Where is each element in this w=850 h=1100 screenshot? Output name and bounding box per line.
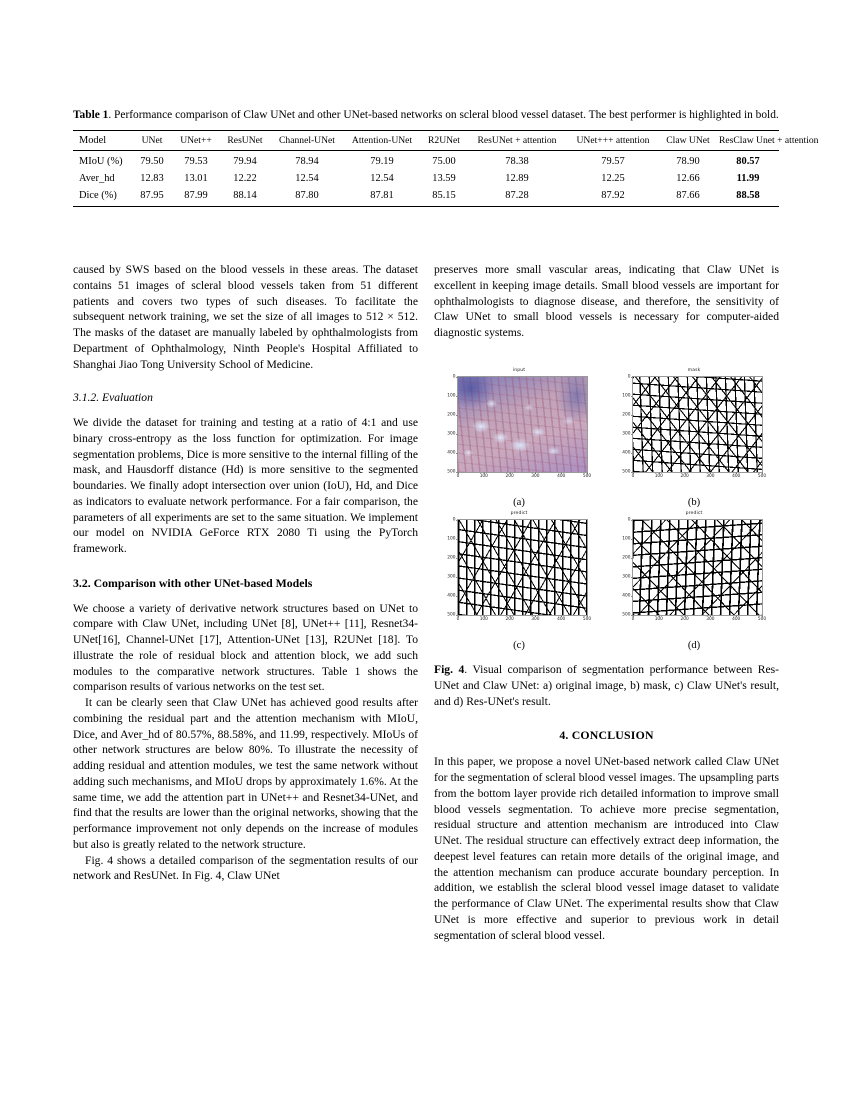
figure-panel-b	[609, 367, 779, 508]
table-cell: 78.90	[676, 155, 700, 167]
table-caption	[73, 108, 779, 124]
table-cell: 12.83	[140, 172, 164, 184]
xtick-label: 500	[757, 474, 767, 480]
table-cell: 12.66	[676, 172, 700, 184]
xtick-label: 400	[557, 474, 566, 480]
paragraph-continued: preserves more small vascular areas, indicating that Claw UNet is excellent in keeping image details. Small blood vessels are important for ophthalmologists to diagnose disease, and therefore, the sensitivity of Claw UNet to small blood vessels is necessary for computer-aided diagnostic systems.	[434, 263, 779, 339]
table-cell: 12.54	[370, 172, 394, 184]
table-cell: 13.59	[432, 172, 456, 184]
ytick-label: 300	[447, 574, 456, 580]
ytick-label: 300	[447, 431, 456, 437]
table-cell: 79.53	[184, 155, 208, 167]
axes-b	[622, 374, 767, 480]
table-cell: 79.57	[601, 155, 625, 167]
plot-d	[609, 510, 779, 636]
ytick-label: 100	[622, 393, 631, 399]
table-cell: 87.95	[140, 190, 164, 202]
ytick-label: 200	[622, 412, 631, 418]
table-cell: 88.14	[233, 190, 257, 202]
table-cell: 87.92	[601, 190, 625, 202]
table-cell: 79.50	[140, 155, 164, 167]
xtick-label: 200	[680, 474, 689, 480]
xtick-label: 0	[631, 617, 635, 623]
table-header-cell-unetpp: UNet++	[173, 130, 219, 150]
plot-c	[434, 510, 604, 636]
paragraph-figure-reference: Fig. 4 shows a detailed comparison of the segmentation results of our network and ResUNet. In Fig. 4, Claw UNet	[73, 853, 418, 883]
xtick-label: 400	[557, 617, 566, 623]
figure-panel-grid	[434, 367, 779, 651]
table-cell: 12.22	[233, 172, 257, 184]
table-bottom-rule	[73, 206, 779, 207]
table-cell: 85.15	[432, 190, 456, 202]
table-row	[73, 150, 779, 170]
table-cell: 87.80	[295, 190, 319, 202]
table-cell: 78.94	[295, 155, 319, 167]
table-header-cell-claw-unet: Claw UNet	[659, 130, 717, 150]
xtick-label: 0	[456, 617, 460, 623]
paragraph-evaluation: We divide the dataset for training and testing at a ratio of 4:1 and use binary cross-entropy as the loss function for optimization. For image segmentation problems, Dice is more sensitive to the internal filling of the mask, and Hausdorff distance (Hd) is more sensitive to the segmented boundaries. We finally adopt intersection over union (IoU), Hd, and Dice as indicators to evaluate network performance. For a fair comparison, the parameters of all experiments are set to the same situation. We implement our model on NVIDIA GeForce RTX 2080 Ti using the PyTorch framework.	[73, 416, 418, 555]
table-row-metric: Aver_hd	[79, 172, 115, 184]
table-cell: 87.28	[505, 190, 529, 202]
figure-panel-label-c: (c)	[513, 640, 525, 651]
table-header-cell-resunet: ResUNet	[219, 130, 271, 150]
figure-panel-c	[434, 510, 604, 651]
plot-title-d: predict	[685, 511, 703, 516]
table-header-cell-channel-unet: Channel-UNet	[271, 130, 343, 150]
xtick-label: 500	[582, 617, 592, 623]
table-cell: 87.66	[676, 190, 700, 202]
xtick-label: 100	[479, 474, 488, 480]
table-row	[73, 170, 779, 187]
table-body	[73, 150, 779, 206]
table-header-cell-attention-unet: Attention-UNet	[343, 130, 421, 150]
xtick-label: 400	[732, 474, 741, 480]
plot-b	[609, 367, 779, 493]
ytick-label: 100	[622, 536, 631, 542]
figure-caption	[434, 662, 779, 709]
table-cell: 79.19	[370, 155, 394, 167]
right-column-top	[434, 262, 779, 341]
ytick-label: 400	[622, 593, 631, 599]
plot-title-b: mask	[687, 368, 701, 373]
ytick-label: 100	[447, 393, 456, 399]
paragraph-dataset: caused by SWS based on the blood vessels in these areas. The dataset contains 51 images of scleral blood vessels taken from 51 different patients and covers two types of such diseases. To facilitate the subsequent network training, we set the size of all images to 512 × 512. The masks of the dataset are manually labeled by ophthalmologists from Department of Ophthalmology, Ninth People's Hospital Affiliated to Shanghai Jiao Tong University School of Medicine.	[73, 263, 418, 371]
xtick-label: 100	[654, 474, 663, 480]
table-header-cell-unet: UNet	[131, 130, 173, 150]
figure-panel-label-b: (b)	[687, 497, 701, 508]
table-cell: 12.89	[505, 172, 529, 184]
table-cell: 78.38	[505, 155, 529, 167]
figure-panel-label-a: (a)	[513, 497, 525, 508]
xtick-label: 400	[732, 617, 741, 623]
table-cell: 87.99	[184, 190, 208, 202]
figure-caption-label: Fig. 4	[434, 663, 465, 676]
table-row-metric: Dice (%)	[79, 190, 117, 202]
ytick-label: 0	[627, 517, 631, 523]
table-cell-best: 11.99	[736, 172, 760, 184]
ytick-label: 500	[447, 469, 456, 475]
ytick-label: 500	[622, 612, 631, 618]
table-header-cell-resunet-attention: ResUNet + attention	[467, 130, 567, 150]
xtick-label: 100	[479, 617, 488, 623]
table-cell: 75.00	[432, 155, 456, 167]
image-mask-binary	[633, 377, 762, 472]
ytick-label: 500	[447, 612, 456, 618]
subsection-heading-evaluation: 3.1.2. Evaluation	[73, 391, 153, 405]
xtick-label: 0	[631, 474, 635, 480]
performance-table	[73, 130, 819, 207]
axes-d	[622, 517, 767, 623]
section-heading-comparison: 3.2. Comparison with other UNet-based Models	[73, 575, 313, 590]
xtick-label: 300	[531, 474, 540, 480]
ytick-label: 400	[622, 450, 631, 456]
figure-panel-label-d: (d)	[687, 640, 701, 651]
xtick-label: 0	[456, 474, 460, 480]
xtick-label: 300	[531, 617, 540, 623]
left-column	[73, 262, 418, 884]
xtick-label: 200	[505, 474, 514, 480]
paragraph-results: It can be clearly seen that Claw UNet has achieved good results after combining the residual part and the attention mechanism with MIoU, Dice, and Aver_hd of 80.57%, 88.58%, and 11.99, respectively. MIoUs of other network structures are below 80%. To illustrate the necessity of adding residual and attention modules, we test the same network without adding such mechanisms, and MIoU drops by approximately 1.6%. At the same time, we add the attention part in UNet++ and Resnet34-UNet, and find that the results are lower than the original networks, showing that the performance improvement not only depends on the increase of modules but also is greatly related to the network structure.	[73, 696, 418, 851]
table-header	[73, 130, 819, 150]
ytick-label: 0	[452, 517, 456, 523]
ytick-label: 0	[627, 374, 631, 380]
figure-panel-d	[609, 510, 779, 651]
plot-a	[434, 367, 604, 493]
xtick-label: 200	[680, 617, 689, 623]
figure-panel-a	[434, 367, 604, 508]
ytick-label: 400	[447, 593, 456, 599]
table-cell-best: 80.57	[736, 155, 760, 167]
xtick-label: 100	[654, 617, 663, 623]
axes-c	[447, 517, 592, 623]
ytick-label: 200	[447, 412, 456, 418]
section-heading-conclusion: 4. CONCLUSION	[559, 728, 654, 743]
table-header-row	[73, 130, 779, 150]
table-cell: 79.94	[233, 155, 257, 167]
table-cell: 87.81	[370, 190, 394, 202]
ytick-label: 200	[447, 555, 456, 561]
ytick-label: 400	[447, 450, 456, 456]
ytick-label: 200	[622, 555, 631, 561]
paragraph-comparison: We choose a variety of derivative network structures based on UNet to compare with Claw UNet, including UNet [8], UNet++ [11], Resnet34-UNet[16], Channel-UNet [17], Attention-UNet [13], R2UNet [18]. To illustrate the role of residual block and attention block, we add such modules to the comparative network structures. Table 1 shows the comparison results of various networks on the test set.	[73, 601, 418, 694]
table-cell: 12.25	[601, 172, 625, 184]
xtick-label: 200	[505, 617, 514, 623]
table-cell: 13.01	[184, 172, 208, 184]
table-header-cell-unetppp-attention: UNet+++ attention	[567, 130, 659, 150]
plot-title-a: input	[512, 368, 526, 373]
table-row-metric: MIoU (%)	[79, 155, 123, 167]
table-header-cell-model: Model	[73, 130, 131, 150]
ytick-label: 300	[622, 431, 631, 437]
figure-4	[434, 367, 779, 943]
xtick-label: 300	[706, 474, 715, 480]
ytick-label: 500	[622, 469, 631, 475]
image-claw-unet-prediction	[458, 520, 587, 615]
axes-a	[447, 374, 592, 480]
xtick-label: 500	[757, 617, 767, 623]
table-caption-label: Table 1	[73, 109, 109, 121]
xtick-label: 300	[706, 617, 715, 623]
plot-title-c: predict	[510, 511, 528, 516]
table-caption-text: . Performance comparison of Claw UNet and other UNet-based networks on scleral blood vessel dataset. The best performer is highlighted in bold.	[108, 109, 779, 121]
image-res-unet-prediction	[633, 520, 762, 615]
table-row	[73, 187, 779, 206]
figure-caption-text: . Visual comparison of segmentation performance between Res-UNet and Claw UNet: a) original image, b) mask, c) Claw UNet's result, and d) Res-UNet's result.	[434, 663, 779, 708]
ytick-label: 300	[622, 574, 631, 580]
table-header-cell-r2unet: R2UNet	[421, 130, 467, 150]
ytick-label: 0	[452, 374, 456, 380]
table-cell: 12.54	[295, 172, 319, 184]
paragraph-conclusion: In this paper, we propose a novel UNet-based network called Claw UNet for the segmentation of scleral blood vessel images. The upsampling parts from the bottom layer provide rich detailed information to improve small blood vessels segmentation. To achieve more precise segmentation, residual structure and attention mechanism are introduced into Claw UNet. The residual structure can effectively extract deep information, the deepest level features can retain more details of the original image, and the attention mechanism can produce accurate boundary perception. In addition, we establish the scleral blood vessel image dataset to validate the performance of Claw UNet. The experimental results show that Claw UNet is more effective and superior to previous work in detail segmentation of scleral blood vessel.	[434, 755, 779, 942]
image-original-scleral-vessels	[458, 377, 587, 472]
table-cell-best: 88.58	[736, 190, 760, 202]
xtick-label: 500	[582, 474, 592, 480]
table-1-block	[73, 108, 819, 207]
ytick-label: 100	[447, 536, 456, 542]
table-header-cell-resclaw-unet-attention: ResClaw Unet + attention	[717, 130, 779, 150]
